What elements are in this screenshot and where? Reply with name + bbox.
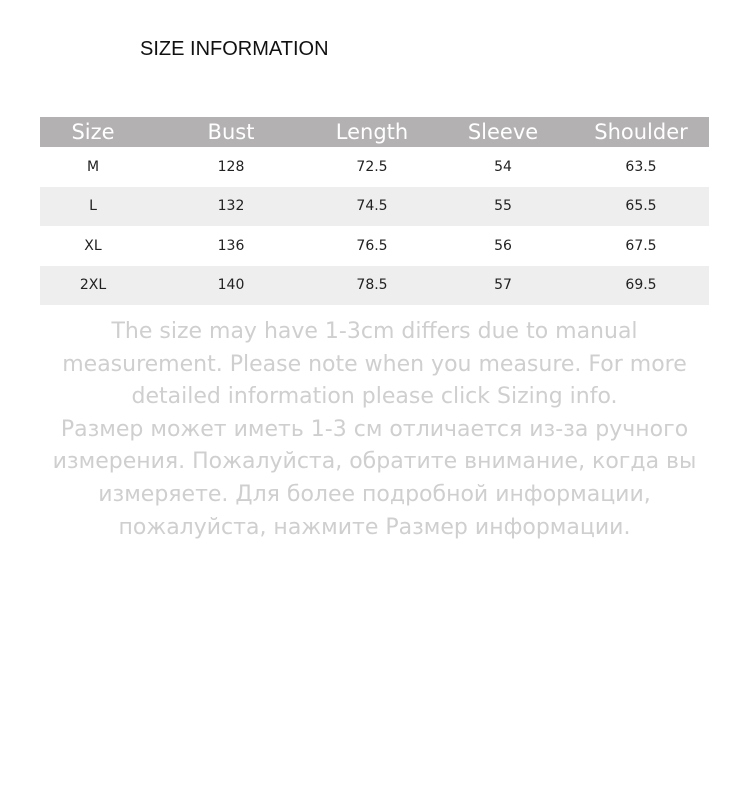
cell-shoulder: 63.5: [625, 158, 657, 175]
cell-size: L: [89, 198, 97, 215]
note-line-en: detailed information please click Sizing info.: [131, 384, 618, 410]
note-line-en: measurement. Please note when you measure. For more: [62, 351, 687, 377]
cell-bust: 140: [217, 277, 245, 294]
note-line-ru: измерения. Пожалуйста, обратите внимание, когда вы: [52, 449, 697, 475]
cell-length: 76.5: [356, 237, 388, 254]
note-line-en: The size may have 1-3cm differs due to manual: [111, 319, 638, 344]
note-line-ru: пожалуйста, нажмите Размер информации.: [118, 514, 631, 540]
cell-sleeve: 55: [494, 198, 512, 215]
header-length: Length: [335, 120, 409, 144]
header-size: Size: [71, 120, 115, 144]
table-row: [40, 187, 709, 227]
header-shoulder: Shoulder: [594, 120, 688, 144]
cell-bust: 128: [217, 158, 245, 175]
header-sleeve: Sleeve: [467, 120, 539, 144]
cell-length: 78.5: [356, 277, 388, 294]
note-line-ru: измеряете. Для более подробной информации,: [98, 481, 651, 507]
cell-size: M: [86, 158, 100, 175]
cell-sleeve: 57: [494, 277, 512, 294]
note-line-ru: Размер может иметь 1-3 см отличается из-за ручного: [60, 416, 689, 442]
cell-length: 72.5: [356, 158, 388, 175]
table-row: [40, 147, 709, 187]
cell-sleeve: 54: [494, 158, 512, 175]
cell-length: 74.5: [356, 198, 388, 215]
cell-bust: 136: [217, 237, 245, 254]
page-title: SIZE INFORMATION: [140, 38, 329, 60]
cell-size: XL: [84, 237, 102, 254]
size-table: [40, 117, 709, 305]
table-row: [40, 226, 709, 266]
cell-shoulder: 65.5: [625, 198, 657, 215]
cell-shoulder: 67.5: [625, 237, 657, 254]
cell-sleeve: 56: [494, 237, 512, 254]
header-bust: Bust: [207, 120, 255, 144]
table-header-row: [40, 117, 709, 147]
table-row: [40, 266, 709, 306]
cell-bust: 132: [217, 198, 245, 215]
cell-size: 2XL: [79, 277, 107, 294]
cell-shoulder: 69.5: [625, 277, 657, 294]
size-note: [40, 316, 709, 544]
